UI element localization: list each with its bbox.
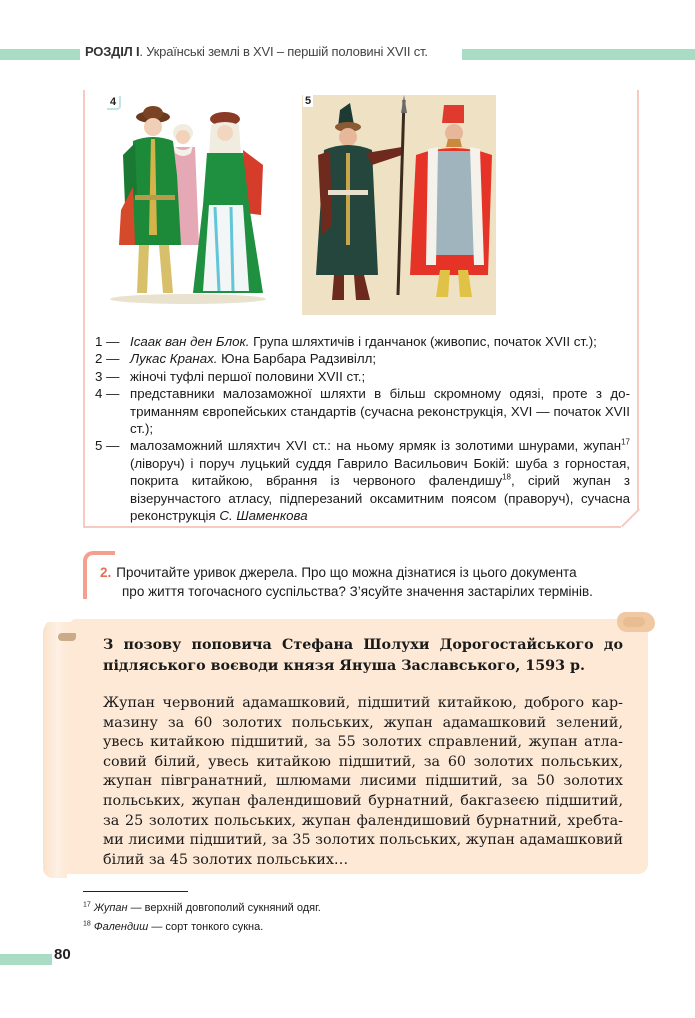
task-text-line-2: про життя тогочасного суспільства? З’ясуйте значення застарілих термінів. [122,584,593,599]
caption-text: Група шляхтичів і гданчанок (живопис, початок XVII ст.); [249,334,597,349]
footnote-ref-18[interactable]: 18 [502,472,512,482]
caption-text: жіночі туфлі першої половини XVII ст.; [130,368,366,384]
illustration-nobles-reconstruction-image [302,95,496,315]
caption-number: 2 — [95,351,120,367]
illustration-number-5: 5 [305,95,312,107]
footnote-ref-17[interactable]: 17 [621,438,630,448]
illustration-number-4: 4 [107,96,121,110]
task-question [100,563,645,601]
task-text-line-1: Прочитайте уривок джерела. Про що можна дізнатися із цього документа [116,565,577,580]
footnote-number: 17 [83,901,91,909]
caption-number: 1 — [95,334,120,349]
caption-number: 3 — [95,368,120,384]
caption-author: Ісаак ван ден Блок. [130,334,250,349]
footnote-divider [83,891,188,892]
caption-author: Лукас Кранах. [130,351,218,367]
caption-item [95,333,630,350]
caption-number: 5 — [95,438,120,454]
caption-text: (ліворуч) і поруч луцький суддя Гаврило Васильович Бокій: шуба з горностая, покрита китайкою, вбрання із червоного фалендишу [130,455,630,489]
illustration-nobles-group-image [103,95,268,305]
source-title: З позову поповича Стефана Шолухи Дорогостайського до підляського воєводи князя Януша Заславського, 1593 р. [103,637,623,674]
footnote-18 [83,918,321,937]
footnote-definition: — верхній довгополий сукняний одяг. [127,902,321,914]
figure-captions [95,333,630,524]
caption-number: 4 — [95,386,120,402]
footnote-term: Жупан [93,902,128,914]
header-accent-bar-right [462,49,695,60]
page-number: 80 [54,946,71,963]
footnote-number: 18 [83,920,91,928]
footnotes [83,899,321,937]
footnote-17 [83,899,321,918]
caption-text: представники малозаможної шляхти в більш скромному одязі, проте з дотриманням європейських стандартів (сучасна реконструкція, XVI — початок XVII ст.); [130,386,630,437]
header-accent-bar-left [0,49,80,60]
caption-item [95,385,630,437]
task-number: 2. [100,565,112,580]
footnote-term: Фалендиш [93,921,149,933]
caption-author: С. Шаменкова [219,508,308,524]
caption-text: , сірий жупан з візерунчастого атласу, підперезаний оксамитним поясом (праворуч), сучасна реконструкція [130,473,631,524]
page-number-accent-bar [0,954,52,965]
scroll-roll-left [43,622,67,878]
section-label: РОЗДІЛ І [85,44,140,59]
running-header [85,44,428,59]
caption-item [95,368,630,385]
footnote-definition: — сорт тонкого сукна. [148,921,264,933]
scroll-curl-right-icon [617,612,655,632]
caption-text: малозаможний шляхтич XVI ст.: на ньому ярмяк із золотими шнурами, жупан [130,438,622,454]
section-title: . Українські землі в XVI – першій половині XVII ст. [139,44,428,59]
caption-item [95,350,630,367]
caption-item [95,437,630,524]
caption-text: Юна Барбара Радзивілл; [217,351,377,367]
scroll-curl-left-icon [58,633,76,641]
source-body: Жупан червоний адамашковий, підшитий китайкою, доброго кармазину за 60 золотих польських, жупан адамашковий зелений, увесь китайкою підшитий, за 55 золотих справлений, жупан атласовий білий, увесь китайкою підшитий, за 60 золотих польських, жупан півгранатний, шлюмами лисими підшитий, за 50 золотих польських, жупан фалендишовий бурнатний, бакгазеєю підшитий, за 25 золотих польських, жупан фалендишовий бурнатний, хребтами лисими підшитий, за 35 золотих польських, жупан адамашковий білий за 45 золотих польських… [103,695,623,868]
source-excerpt [103,635,623,870]
